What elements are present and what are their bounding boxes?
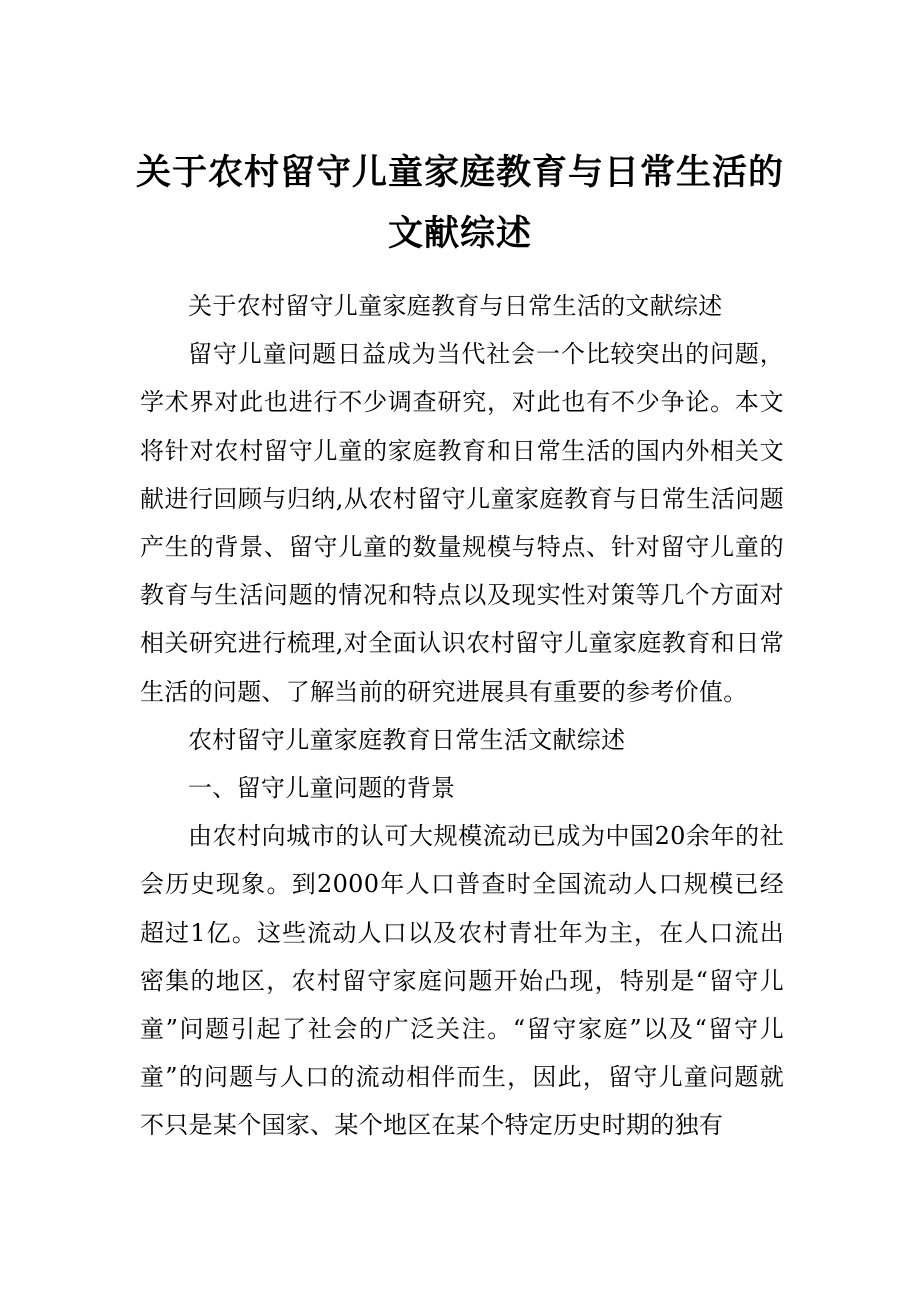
body-paragraph: 由农村向城市的认可大规模流动已成为中国20余年的社会历史现象。到2000年人口普查时全国流动人口规模已经超过1亿。这些流动人口以及农村青壮年为主，在人口流出密集的地区，农村留守家庭问题开始凸现，特别是“留守儿童”问题引起了社会的广泛关注。“留守家庭”以及“留守儿童”的问题与人口的流动相伴而生，因此，留守儿童问题就不只是某个国家、某个地区在某个特定历史时期的独有	[140, 822, 784, 1140]
abstract-paragraph: 留守儿童问题日益成为当代社会一个比较突出的问题，学术界对此也进行不少调查研究，对此也有不少争论。本文将针对农村留守儿童的家庭教育和日常生活的国内外相关文献进行回顾与归纳,从农村留守儿童家庭教育与日常生活问题产生的背景、留守儿童的数量规模与特点、针对留守儿童的教育与生活问题的情况和特点以及现实性对策等几个方面对相关研究进行梳理,对全面认识农村留守儿童家庭教育和日常生活的问题、了解当前的研究进展具有重要的参考价值。	[140, 340, 784, 706]
subtitle-paragraph: 关于农村留守儿童家庭教育与日常生活的文献综述	[188, 292, 723, 320]
document-title-line-2: 文献综述	[387, 213, 532, 254]
keywords-paragraph: 农村留守儿童家庭教育日常生活文献综述	[188, 725, 626, 754]
document-body	[140, 282, 784, 1150]
document-title-line-1: 关于农村留守儿童家庭教育与日常生活的	[135, 152, 784, 193]
section-heading: 一、留守儿童问题的背景	[188, 774, 456, 803]
